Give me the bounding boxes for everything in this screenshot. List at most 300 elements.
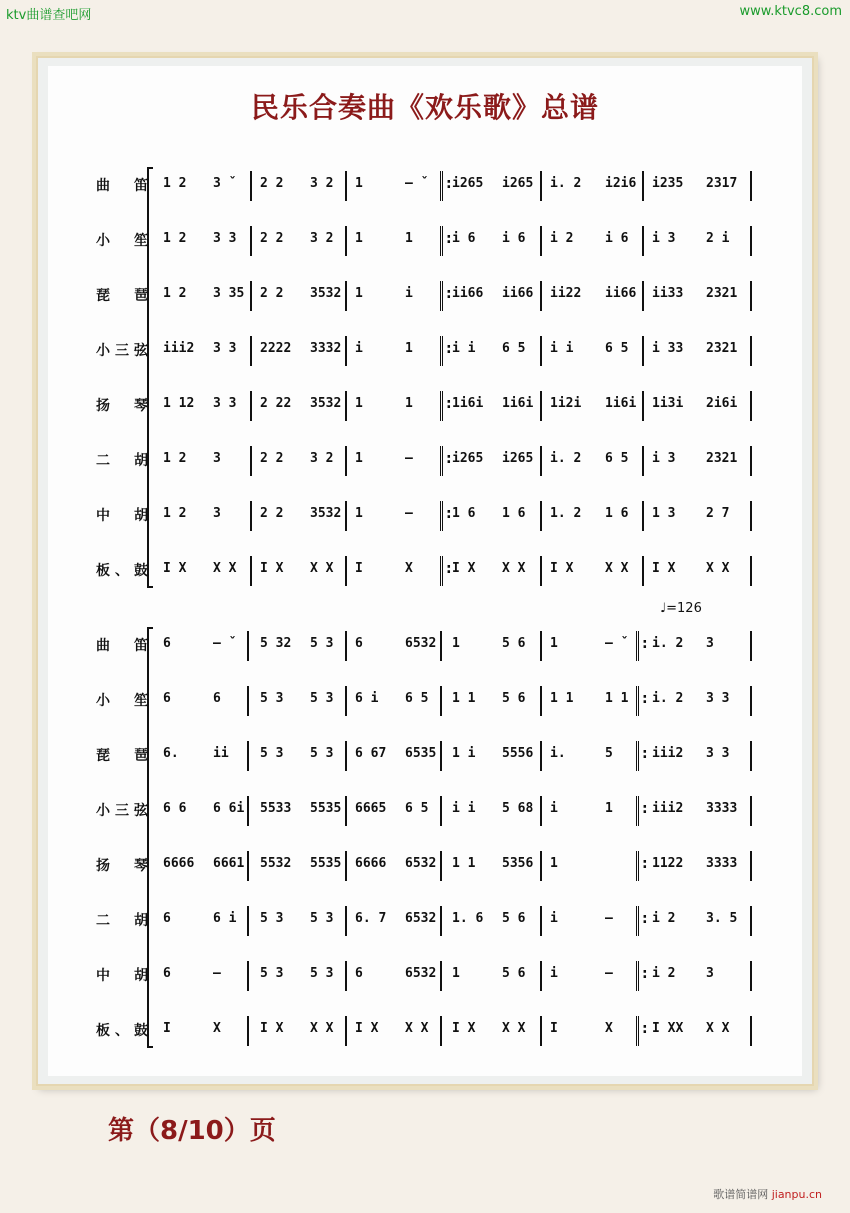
note-group: i 6 <box>502 231 526 246</box>
barline <box>750 961 752 991</box>
note-group: 5533 <box>260 801 292 816</box>
note-group: 3 35 <box>213 286 245 301</box>
note-group: I X <box>452 561 476 576</box>
note-group: – <box>605 966 613 981</box>
footer-suffix: jianpu.cn <box>771 1188 822 1201</box>
note-group: X X <box>706 561 730 576</box>
note-group: i 6 <box>605 231 629 246</box>
repeat-barline <box>636 631 644 661</box>
barline <box>440 741 442 771</box>
barline <box>345 226 347 256</box>
barline <box>440 686 442 716</box>
repeat-barline <box>636 1016 644 1046</box>
instrument-label: 板、鼓 <box>96 563 148 579</box>
note-group: 5 3 <box>260 911 284 926</box>
note-group: 1. 6 <box>452 911 484 926</box>
note-group: 3332 <box>310 341 342 356</box>
barline <box>440 961 442 991</box>
note-group: 3333 <box>706 801 738 816</box>
note-group: I X <box>260 1021 284 1036</box>
note-group: i <box>405 286 413 301</box>
note-group: 1 <box>355 176 363 191</box>
note-group: 6532 <box>405 911 437 926</box>
barline <box>345 686 347 716</box>
repeat-barline <box>440 281 448 311</box>
barline <box>540 686 542 716</box>
note-group: i2i6 <box>605 176 637 191</box>
note-group: i 6 <box>452 231 476 246</box>
note-group: 1i3i <box>652 396 684 411</box>
note-group: 5 32 <box>260 636 292 651</box>
note-group: 1 <box>355 506 363 521</box>
instrument-label: 小三弦 <box>96 803 148 819</box>
barline <box>440 1016 442 1046</box>
note-group: 5 3 <box>260 966 284 981</box>
repeat-barline <box>440 446 448 476</box>
note-group: 6 5 <box>605 451 629 466</box>
barline <box>540 226 542 256</box>
note-group: i <box>550 911 558 926</box>
note-group: I X <box>550 561 574 576</box>
instrument-label: 板、鼓 <box>96 1023 148 1039</box>
barline <box>540 281 542 311</box>
note-group: i. <box>550 746 566 761</box>
note-group: 2 22 <box>260 396 292 411</box>
barline <box>750 851 752 881</box>
note-group: 5532 <box>260 856 292 871</box>
note-group: 1 <box>405 231 413 246</box>
note-group: I <box>550 1021 558 1036</box>
note-group: – ˇ <box>213 636 237 651</box>
note-group: 6532 <box>405 966 437 981</box>
note-group: 2 2 <box>260 286 284 301</box>
note-group: 6. 7 <box>355 911 387 926</box>
barline <box>540 446 542 476</box>
repeat-barline <box>440 501 448 531</box>
repeat-barline <box>440 556 448 586</box>
note-group: iii2 <box>652 801 684 816</box>
note-group: 3 2 <box>310 231 334 246</box>
barline <box>250 226 252 256</box>
note-group: 2i6i <box>706 396 738 411</box>
note-group: 2317 <box>706 176 738 191</box>
note-group: 5 <box>605 746 613 761</box>
repeat-barline <box>440 226 448 256</box>
note-group: 5 6 <box>502 911 526 926</box>
note-group: i 2 <box>652 966 676 981</box>
barline <box>750 336 752 366</box>
note-group: 1 1 <box>452 691 476 706</box>
note-group: 1 1 <box>550 691 574 706</box>
note-group: X <box>605 1021 613 1036</box>
barline <box>642 336 644 366</box>
note-group: X <box>213 1021 221 1036</box>
footer-prefix: 歌谱简谱网 <box>713 1188 769 1201</box>
note-group: i265 <box>452 176 484 191</box>
note-group: 3 2 <box>310 451 334 466</box>
barline <box>345 741 347 771</box>
note-group: 6661 <box>213 856 245 871</box>
note-group: 5356 <box>502 856 534 871</box>
note-group: 6 <box>163 691 171 706</box>
barline <box>247 906 249 936</box>
barline <box>540 336 542 366</box>
note-group: 6 67 <box>355 746 387 761</box>
note-group: I X <box>652 561 676 576</box>
note-group: 2321 <box>706 451 738 466</box>
note-group: 3 <box>706 636 714 651</box>
note-group: 5 6 <box>502 636 526 651</box>
note-group: 1i6i <box>502 396 534 411</box>
barline <box>345 281 347 311</box>
note-group: ii66 <box>502 286 534 301</box>
note-group: 2321 <box>706 286 738 301</box>
note-group: 5 3 <box>260 691 284 706</box>
tempo-marking: ♩=126 <box>660 601 702 616</box>
barline <box>440 796 442 826</box>
note-group: 1 2 <box>163 286 187 301</box>
instrument-label: 二 胡 <box>96 453 148 469</box>
barline <box>540 961 542 991</box>
note-group: 1 <box>605 801 613 816</box>
note-group: 1 6 <box>452 506 476 521</box>
barline <box>642 556 644 586</box>
note-group: I <box>355 561 363 576</box>
note-group: 6 5 <box>502 341 526 356</box>
note-group: I X <box>452 1021 476 1036</box>
note-group: X X <box>605 561 629 576</box>
note-group: ii66 <box>452 286 484 301</box>
note-group: X X <box>310 1021 334 1036</box>
note-group: X X <box>213 561 237 576</box>
note-group: 1122 <box>652 856 684 871</box>
note-group: 3 <box>213 451 221 466</box>
repeat-barline <box>440 391 448 421</box>
note-group: – <box>605 911 613 926</box>
note-group: 1 <box>405 341 413 356</box>
note-group: 3 <box>213 506 221 521</box>
note-group: i 2 <box>550 231 574 246</box>
note-group: – ˇ <box>405 176 429 191</box>
barline <box>642 226 644 256</box>
note-group: 3 <box>706 966 714 981</box>
note-group: 6 <box>163 636 171 651</box>
note-group: 6 5 <box>405 801 429 816</box>
barline <box>250 446 252 476</box>
note-group: 1 12 <box>163 396 195 411</box>
barline <box>247 741 249 771</box>
barline <box>345 631 347 661</box>
note-group: 6 <box>355 636 363 651</box>
barline <box>540 906 542 936</box>
note-group: 3532 <box>310 396 342 411</box>
note-group: 1 <box>355 231 363 246</box>
barline <box>750 796 752 826</box>
barline <box>540 796 542 826</box>
note-group: 5 6 <box>502 966 526 981</box>
note-group: 2 2 <box>260 506 284 521</box>
note-group: I <box>163 1021 171 1036</box>
note-group: 5 3 <box>310 746 334 761</box>
repeat-barline <box>636 796 644 826</box>
note-group: 6532 <box>405 636 437 651</box>
barline <box>750 686 752 716</box>
barline <box>642 446 644 476</box>
note-group: 1 <box>452 636 460 651</box>
instrument-label: 扬 琴 <box>96 858 148 874</box>
note-group: 1 2 <box>163 506 187 521</box>
note-group: 2 2 <box>260 451 284 466</box>
note-group: 6 <box>213 691 221 706</box>
barline <box>250 391 252 421</box>
note-group: 1 <box>452 966 460 981</box>
note-group: 3 3 <box>213 341 237 356</box>
note-group: i i <box>550 341 574 356</box>
note-group: 3 3 <box>706 691 730 706</box>
note-group: iii2 <box>652 746 684 761</box>
note-group: – ˇ <box>605 636 629 651</box>
note-group: ii <box>213 746 229 761</box>
note-group: i <box>550 966 558 981</box>
instrument-label: 小三弦 <box>96 343 148 359</box>
note-group: i <box>355 341 363 356</box>
barline <box>540 631 542 661</box>
barline <box>540 556 542 586</box>
instrument-label: 扬 琴 <box>96 398 148 414</box>
barline <box>250 171 252 201</box>
barline <box>345 501 347 531</box>
note-group: 3 3 <box>706 746 730 761</box>
note-group: 6 i <box>213 911 237 926</box>
note-group: I X <box>355 1021 379 1036</box>
note-group: i265 <box>502 176 534 191</box>
repeat-barline <box>636 851 644 881</box>
barline <box>540 1016 542 1046</box>
note-group: i <box>550 801 558 816</box>
note-group: 2 2 <box>260 231 284 246</box>
note-group: 1 <box>550 856 558 871</box>
barline <box>540 501 542 531</box>
barline <box>345 851 347 881</box>
note-group: i265 <box>502 451 534 466</box>
barline <box>250 556 252 586</box>
note-group: i235 <box>652 176 684 191</box>
barline <box>750 501 752 531</box>
note-group: 1 6 <box>605 506 629 521</box>
note-group: 5535 <box>310 801 342 816</box>
barline <box>540 171 542 201</box>
barline <box>345 906 347 936</box>
note-group: i 3 <box>652 231 676 246</box>
barline <box>642 391 644 421</box>
note-group: – <box>405 451 413 466</box>
repeat-barline <box>636 741 644 771</box>
note-group: 1 <box>550 636 558 651</box>
instrument-label: 琵 琶 <box>96 288 148 304</box>
note-group: 3. 5 <box>706 911 738 926</box>
site-label-left[interactable]: ktv曲谱查吧网 <box>6 8 92 23</box>
page-number: 第（8/10）页 <box>108 1116 276 1146</box>
note-group: I X <box>260 561 284 576</box>
note-group: 6 6i <box>213 801 245 816</box>
note-group: 1 1 <box>605 691 629 706</box>
barline <box>642 281 644 311</box>
barline <box>345 796 347 826</box>
note-group: 2 i <box>706 231 730 246</box>
note-group: i 3 <box>652 451 676 466</box>
note-group: i265 <box>452 451 484 466</box>
note-group: i 33 <box>652 341 684 356</box>
note-group: 5556 <box>502 746 534 761</box>
note-group: 6 <box>163 911 171 926</box>
note-group: 1i6i <box>605 396 637 411</box>
note-group: 6 i <box>355 691 379 706</box>
note-group: 5 68 <box>502 801 534 816</box>
note-group: iii2 <box>163 341 195 356</box>
note-group: X X <box>405 1021 429 1036</box>
barline <box>750 906 752 936</box>
barline <box>250 281 252 311</box>
note-group: 2321 <box>706 341 738 356</box>
note-group: X X <box>310 561 334 576</box>
note-group: 3 3 <box>213 231 237 246</box>
footer-watermark <box>713 1186 822 1202</box>
note-group: 2 2 <box>260 176 284 191</box>
note-group: ii22 <box>550 286 582 301</box>
barline <box>750 631 752 661</box>
note-group: i i <box>452 801 476 816</box>
barline <box>247 631 249 661</box>
barline <box>247 961 249 991</box>
barline <box>642 171 644 201</box>
note-group: i. 2 <box>652 636 684 651</box>
note-group: 1 <box>405 396 413 411</box>
barline <box>540 391 542 421</box>
note-group: 6532 <box>405 856 437 871</box>
note-group: 1 6 <box>502 506 526 521</box>
note-group: ii66 <box>605 286 637 301</box>
repeat-barline <box>636 686 644 716</box>
barline <box>642 501 644 531</box>
instrument-label: 小 笙 <box>96 233 148 249</box>
barline <box>750 1016 752 1046</box>
note-group: 5 3 <box>260 746 284 761</box>
barline <box>750 281 752 311</box>
note-group: ii33 <box>652 286 684 301</box>
site-label-right[interactable]: www.ktvc8.com <box>739 4 842 19</box>
note-group: 5535 <box>310 856 342 871</box>
instrument-label: 中 胡 <box>96 968 148 984</box>
note-group: 1 2 <box>163 451 187 466</box>
note-group: 2222 <box>260 341 292 356</box>
note-group: X <box>405 561 413 576</box>
repeat-barline <box>636 961 644 991</box>
note-group: 6 6 <box>163 801 187 816</box>
note-group: 6. <box>163 746 179 761</box>
note-group: 3333 <box>706 856 738 871</box>
note-group: 1i2i <box>550 396 582 411</box>
barline <box>247 1016 249 1046</box>
note-group: i 2 <box>652 911 676 926</box>
note-group: 3 ˇ <box>213 176 237 191</box>
barline <box>345 171 347 201</box>
note-group: 3532 <box>310 286 342 301</box>
barline <box>247 686 249 716</box>
note-group: – <box>405 506 413 521</box>
barline <box>247 851 249 881</box>
note-group: 3 3 <box>213 396 237 411</box>
barline <box>247 796 249 826</box>
note-group: 1 3 <box>652 506 676 521</box>
note-group: 1 <box>355 451 363 466</box>
barline <box>250 501 252 531</box>
note-group: 6 <box>163 966 171 981</box>
instrument-label: 二 胡 <box>96 913 148 929</box>
barline <box>750 391 752 421</box>
repeat-barline <box>440 336 448 366</box>
barline <box>345 391 347 421</box>
note-group: 5 3 <box>310 911 334 926</box>
repeat-barline <box>440 171 448 201</box>
note-group: 1 i <box>452 746 476 761</box>
note-group: 5 3 <box>310 636 334 651</box>
barline <box>440 631 442 661</box>
note-group: X X <box>502 1021 526 1036</box>
instrument-label: 中 胡 <box>96 508 148 524</box>
barline <box>540 851 542 881</box>
note-group: 1. 2 <box>550 506 582 521</box>
note-group: 6665 <box>355 801 387 816</box>
barline <box>440 906 442 936</box>
note-group: 6 5 <box>605 341 629 356</box>
barline <box>250 336 252 366</box>
note-group: 3532 <box>310 506 342 521</box>
repeat-barline <box>636 906 644 936</box>
note-group: 5 3 <box>310 966 334 981</box>
note-group: 1 2 <box>163 231 187 246</box>
barline <box>345 336 347 366</box>
barline <box>345 961 347 991</box>
barline <box>750 741 752 771</box>
note-group: I XX <box>652 1021 684 1036</box>
score-title: 民乐合奏曲《欢乐歌》总谱 <box>250 91 599 124</box>
note-group: 2 7 <box>706 506 730 521</box>
note-group: i i <box>452 341 476 356</box>
barline <box>345 1016 347 1046</box>
note-group: X X <box>502 561 526 576</box>
note-group: i. 2 <box>550 176 582 191</box>
barline <box>540 741 542 771</box>
barline <box>440 851 442 881</box>
note-group: 1 <box>355 286 363 301</box>
note-group: 6 <box>355 966 363 981</box>
note-group: i. 2 <box>652 691 684 706</box>
note-group: 5 6 <box>502 691 526 706</box>
note-group: 1 1 <box>452 856 476 871</box>
barline <box>750 171 752 201</box>
note-group: 6666 <box>355 856 387 871</box>
instrument-label: 曲 笛 <box>96 178 148 194</box>
note-group: 1i6i <box>452 396 484 411</box>
note-group: 6535 <box>405 746 437 761</box>
barline <box>345 446 347 476</box>
note-group: I X <box>163 561 187 576</box>
instrument-label: 曲 笛 <box>96 638 148 654</box>
note-group: – <box>213 966 221 981</box>
note-group: i. 2 <box>550 451 582 466</box>
barline <box>750 226 752 256</box>
note-group: 5 3 <box>310 691 334 706</box>
